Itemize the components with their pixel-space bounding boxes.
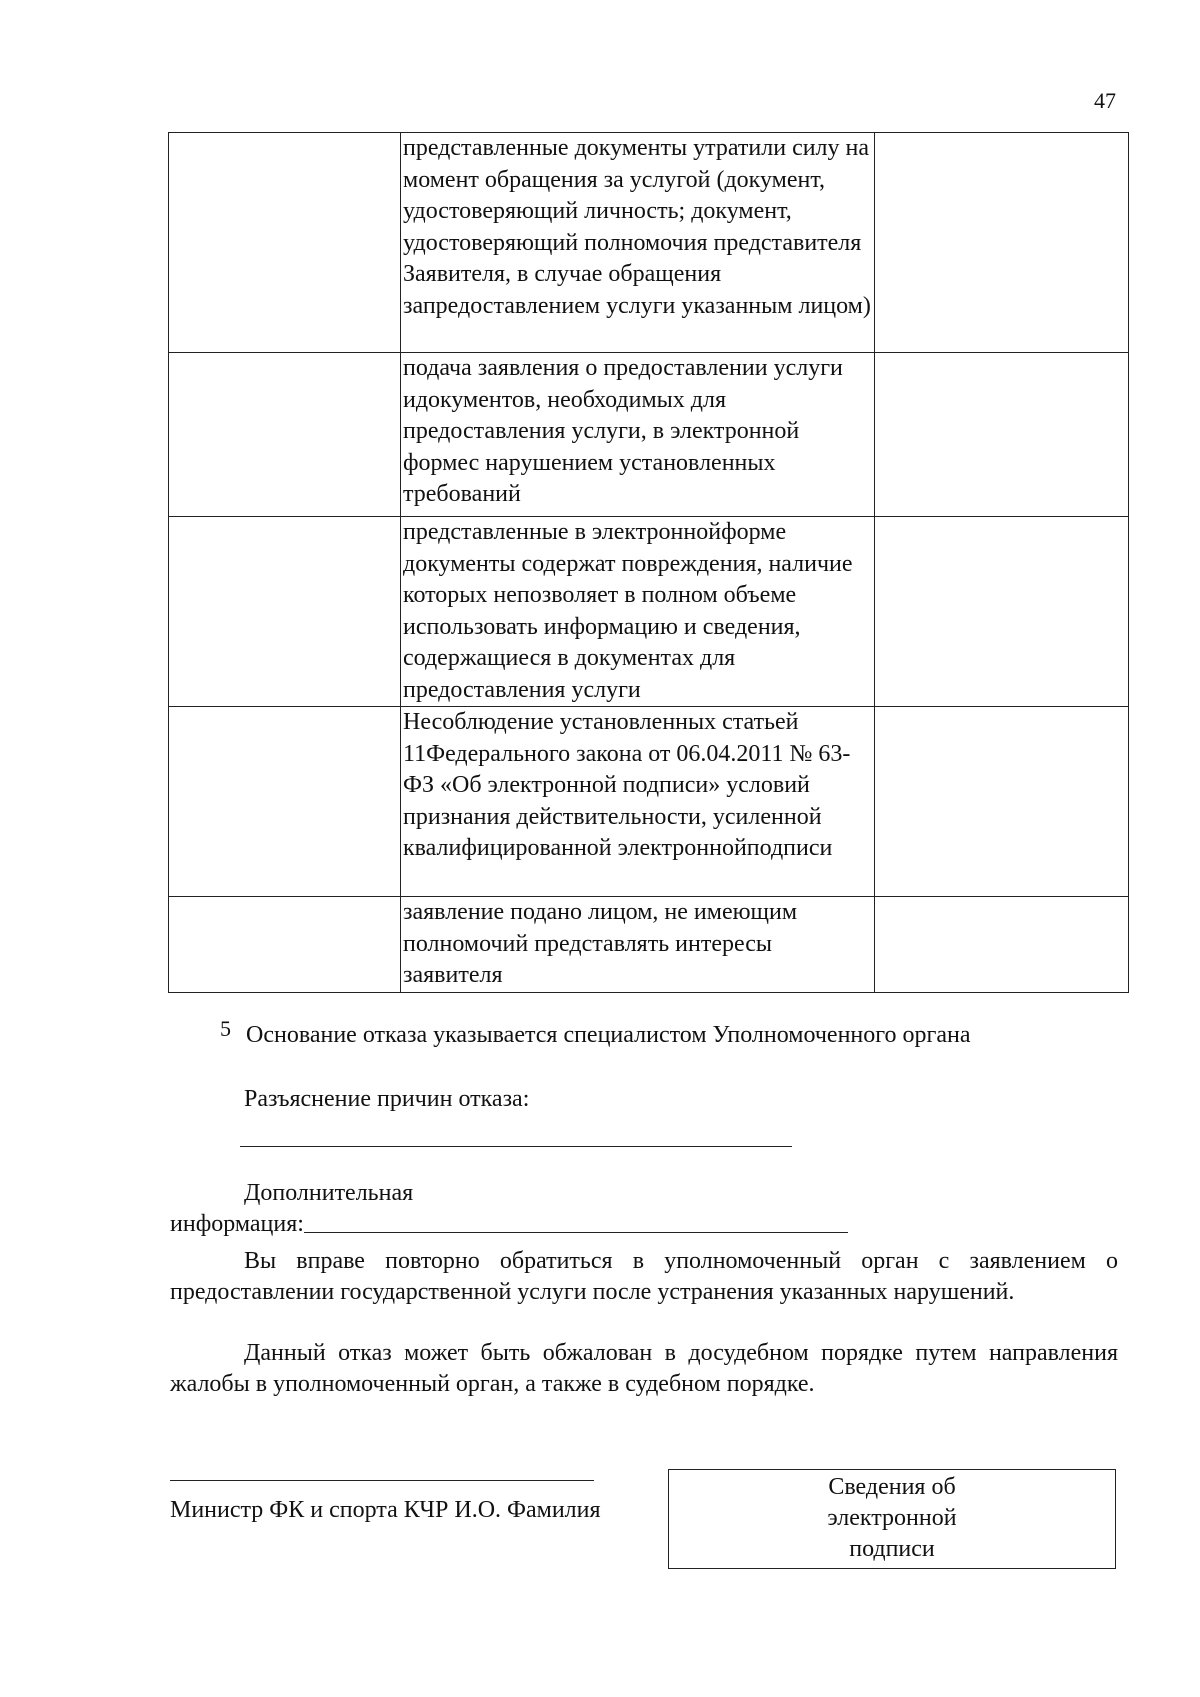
explanation-label: Разъяснение причин отказа: bbox=[244, 1086, 530, 1112]
page-number: 47 bbox=[1094, 88, 1116, 113]
table-cell-number bbox=[169, 897, 401, 993]
esign-box-line: Сведения об bbox=[828, 1474, 956, 1500]
table-row bbox=[169, 353, 1129, 517]
signature-line bbox=[170, 1480, 594, 1481]
esign-box-line: подписи bbox=[849, 1536, 935, 1562]
table-row bbox=[169, 897, 1129, 993]
table-cell-explanation bbox=[875, 707, 1129, 897]
table-cell-reason: подача заявления о предоставлении услуги идокументов, необходимых для предоставления услуги, в электронной формес нарушением установленных требований bbox=[401, 353, 875, 517]
table-cell-explanation bbox=[875, 353, 1129, 517]
additional-info-label: Дополнительная bbox=[244, 1180, 414, 1206]
table-row bbox=[169, 133, 1129, 353]
footnote-text: Основание отказа указывается специалистом Уполномоченного органа bbox=[246, 1022, 971, 1048]
signer-name: Министр ФК и спорта КЧР И.О. Фамилия bbox=[170, 1497, 601, 1523]
footnote bbox=[220, 1016, 971, 1049]
table-cell-number bbox=[169, 517, 401, 707]
footnote-marker: 5 bbox=[220, 1016, 231, 1041]
table-cell-number bbox=[169, 133, 401, 353]
table-cell-reason: заявление подано лицом, не имеющим полномочий представлять интересы заявителя bbox=[401, 897, 875, 993]
additional-info-label-cont: информация: bbox=[170, 1211, 304, 1237]
table-row bbox=[169, 707, 1129, 897]
table-cell-explanation bbox=[875, 133, 1129, 353]
table-cell-number bbox=[169, 707, 401, 897]
reapply-paragraph: Вы вправе повторно обратиться в уполномоченный орган с заявлением о предоставлении государственной услуги после устранения указанных нарушений. bbox=[170, 1248, 1118, 1305]
additional-info bbox=[170, 1178, 848, 1240]
refusal-reasons-table bbox=[168, 132, 1129, 993]
explanation-blank-line bbox=[240, 1146, 792, 1147]
table-cell-explanation bbox=[875, 897, 1129, 993]
table-cell-number bbox=[169, 353, 401, 517]
table-cell-reason: Несоблюдение установленных статьей 11Федерального закона от 06.04.2011 № 63-ФЗ «Об электронной подписи» условий признания действительности, усиленной квалифицированной электроннойподписи bbox=[401, 707, 875, 897]
table-row bbox=[169, 517, 1129, 707]
esign-box-line: электронной bbox=[827, 1505, 957, 1531]
additional-info-blank-line bbox=[304, 1210, 848, 1233]
table-cell-explanation bbox=[875, 517, 1129, 707]
appeal-paragraph: Данный отказ может быть обжалован в досудебном порядке путем направления жалобы в уполномоченный орган, а также в судебном порядке. bbox=[170, 1340, 1118, 1397]
table-cell-reason: представленные документы утратили силу на момент обращения за услугой (документ, удостоверяющий личность; документ, удостоверяющий полномочия представителя Заявителя, в случае обращения запредоставлением услуги указанным лицом) bbox=[401, 133, 875, 353]
table-cell-reason: представленные в электроннойформе документы содержат повреждения, наличие которых непозволяет в полном объеме использовать информацию и сведения, содержащиеся в документах для предоставления услуги bbox=[401, 517, 875, 707]
electronic-signature-box bbox=[668, 1469, 1116, 1569]
